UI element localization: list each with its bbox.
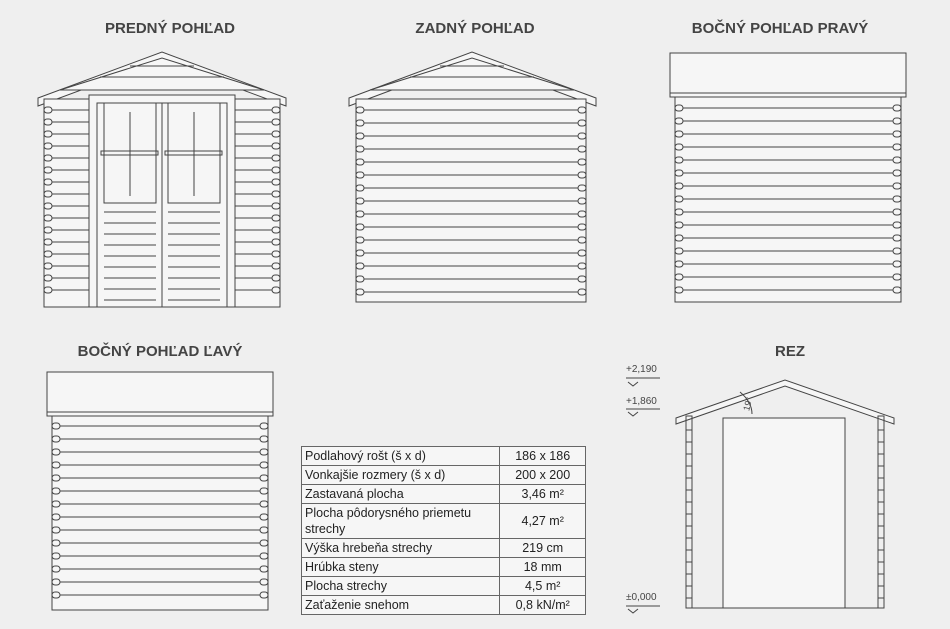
log-end: [356, 146, 364, 152]
table-row: [302, 577, 586, 596]
log-end: [356, 198, 364, 204]
log-end: [52, 475, 60, 481]
table-row: [302, 447, 586, 466]
table-row: [302, 466, 586, 485]
spec-value: 186 x 186: [500, 447, 586, 466]
log-end: [675, 248, 683, 254]
log-end: [260, 423, 268, 429]
log-end: [44, 251, 52, 257]
spec-value: 4,5 m²: [500, 577, 586, 596]
log-end: [44, 143, 52, 149]
log-end: [272, 179, 280, 185]
log-end: [675, 274, 683, 280]
spec-value: 3,46 m²: [500, 485, 586, 504]
log-end: [675, 183, 683, 189]
log-end: [578, 237, 586, 243]
log-end: [272, 191, 280, 197]
table-row: [302, 596, 586, 615]
log-end: [356, 289, 364, 295]
spec-label: Zastavaná plocha: [302, 485, 500, 504]
log-end: [675, 131, 683, 137]
right-side-view-drawing: [670, 53, 906, 302]
spec-label: Zaťaženie snehom: [302, 596, 500, 615]
log-end: [356, 211, 364, 217]
section-drawing: [626, 378, 894, 613]
log-end: [675, 144, 683, 150]
log-end: [44, 167, 52, 173]
log-end: [675, 287, 683, 293]
log-end: [675, 222, 683, 228]
log-end: [260, 501, 268, 507]
back-view-drawing: [349, 52, 596, 302]
log-end: [52, 514, 60, 520]
log-end: [893, 235, 901, 241]
log-end: [893, 261, 901, 267]
table-row: [302, 504, 586, 539]
log-end: [260, 436, 268, 442]
log-end: [44, 215, 52, 221]
log-end: [675, 170, 683, 176]
log-end: [893, 157, 901, 163]
log-end: [260, 514, 268, 520]
log-end: [578, 172, 586, 178]
spec-value: 219 cm: [500, 539, 586, 558]
log-end: [578, 185, 586, 191]
spec-table: [301, 446, 586, 615]
log-end: [260, 527, 268, 533]
log-end: [44, 107, 52, 113]
table-row: [302, 485, 586, 504]
spec-label: Plocha strechy: [302, 577, 500, 596]
log-end: [260, 592, 268, 598]
log-end: [893, 209, 901, 215]
log-end: [893, 248, 901, 254]
log-end: [52, 501, 60, 507]
log-end: [52, 449, 60, 455]
log-end: [356, 224, 364, 230]
log-end: [675, 261, 683, 267]
log-end: [578, 133, 586, 139]
level-ground: ±0,000: [626, 592, 657, 603]
log-end: [272, 263, 280, 269]
right-side-view-title: BOČNÝ POHĽAD PRAVÝ: [691, 20, 869, 37]
log-end: [44, 179, 52, 185]
log-end: [893, 274, 901, 280]
front-view-title: PREDNÝ POHĽAD: [104, 20, 235, 37]
spec-label: Výška hrebeňa strechy: [302, 539, 500, 558]
log-end: [356, 250, 364, 256]
log-end: [272, 143, 280, 149]
back-view-title: ZADNÝ POHĽAD: [415, 20, 535, 37]
log-end: [356, 172, 364, 178]
log-end: [272, 275, 280, 281]
log-end: [356, 237, 364, 243]
log-end: [675, 118, 683, 124]
log-end: [578, 146, 586, 152]
spec-label: Hrúbka steny: [302, 558, 500, 577]
log-end: [272, 119, 280, 125]
log-end: [578, 159, 586, 165]
log-end: [356, 185, 364, 191]
log-end: [356, 159, 364, 165]
table-row: [302, 539, 586, 558]
log-end: [893, 105, 901, 111]
log-end: [675, 209, 683, 215]
log-end: [52, 527, 60, 533]
log-end: [893, 131, 901, 137]
log-end: [578, 289, 586, 295]
log-end: [52, 579, 60, 585]
log-end: [675, 235, 683, 241]
log-end: [893, 118, 901, 124]
spec-value: 4,27 m²: [500, 504, 586, 539]
log-end: [272, 227, 280, 233]
log-end: [578, 250, 586, 256]
log-end: [578, 198, 586, 204]
log-end: [893, 170, 901, 176]
log-end: [44, 227, 52, 233]
log-end: [272, 167, 280, 173]
roof-angle-label: 19°: [741, 396, 755, 412]
spec-value: 18 mm: [500, 558, 586, 577]
level-ridge: +2,190: [626, 364, 657, 375]
section-view-title: REZ: [775, 343, 805, 360]
log-end: [578, 224, 586, 230]
spec-value: 0,8 kN/m²: [500, 596, 586, 615]
log-end: [356, 107, 364, 113]
log-end: [272, 215, 280, 221]
log-end: [356, 276, 364, 282]
log-end: [44, 239, 52, 245]
log-end: [260, 579, 268, 585]
log-end: [272, 287, 280, 293]
log-end: [356, 263, 364, 269]
log-end: [356, 120, 364, 126]
spec-label: Vonkajšie rozmery (š x d): [302, 466, 500, 485]
log-end: [272, 239, 280, 245]
log-end: [260, 566, 268, 572]
log-end: [52, 592, 60, 598]
front-view-drawing: [38, 52, 286, 307]
log-end: [260, 553, 268, 559]
left-side-view-title: BOČNÝ POHĽAD ĽAVÝ: [77, 343, 243, 360]
log-end: [260, 462, 268, 468]
log-end: [578, 263, 586, 269]
log-end: [893, 183, 901, 189]
log-end: [44, 287, 52, 293]
log-end: [260, 488, 268, 494]
log-end: [578, 211, 586, 217]
log-end: [52, 488, 60, 494]
log-end: [272, 131, 280, 137]
log-end: [52, 566, 60, 572]
log-end: [52, 540, 60, 546]
log-end: [52, 423, 60, 429]
log-end: [675, 105, 683, 111]
log-end: [52, 436, 60, 442]
log-end: [675, 157, 683, 163]
spec-label: Podlahový rošt (š x d): [302, 447, 500, 466]
log-end: [44, 131, 52, 137]
log-end: [52, 462, 60, 468]
log-end: [893, 144, 901, 150]
log-end: [44, 155, 52, 161]
log-end: [272, 251, 280, 257]
level-eaves: +1,860: [626, 396, 657, 407]
log-end: [44, 203, 52, 209]
log-end: [675, 196, 683, 202]
log-end: [52, 553, 60, 559]
spec-label: Plocha pôdorysného priemetu strechy: [302, 504, 500, 539]
log-end: [44, 119, 52, 125]
log-end: [272, 107, 280, 113]
log-end: [893, 196, 901, 202]
log-end: [893, 222, 901, 228]
log-end: [578, 107, 586, 113]
log-end: [272, 203, 280, 209]
log-end: [578, 276, 586, 282]
table-row: [302, 558, 586, 577]
log-end: [44, 191, 52, 197]
log-end: [260, 475, 268, 481]
log-end: [44, 263, 52, 269]
log-end: [578, 120, 586, 126]
log-end: [272, 155, 280, 161]
log-end: [44, 275, 52, 281]
log-end: [893, 287, 901, 293]
log-end: [260, 540, 268, 546]
log-end: [260, 449, 268, 455]
left-side-view-drawing: [47, 372, 273, 610]
spec-value: 200 x 200: [500, 466, 586, 485]
log-end: [356, 133, 364, 139]
